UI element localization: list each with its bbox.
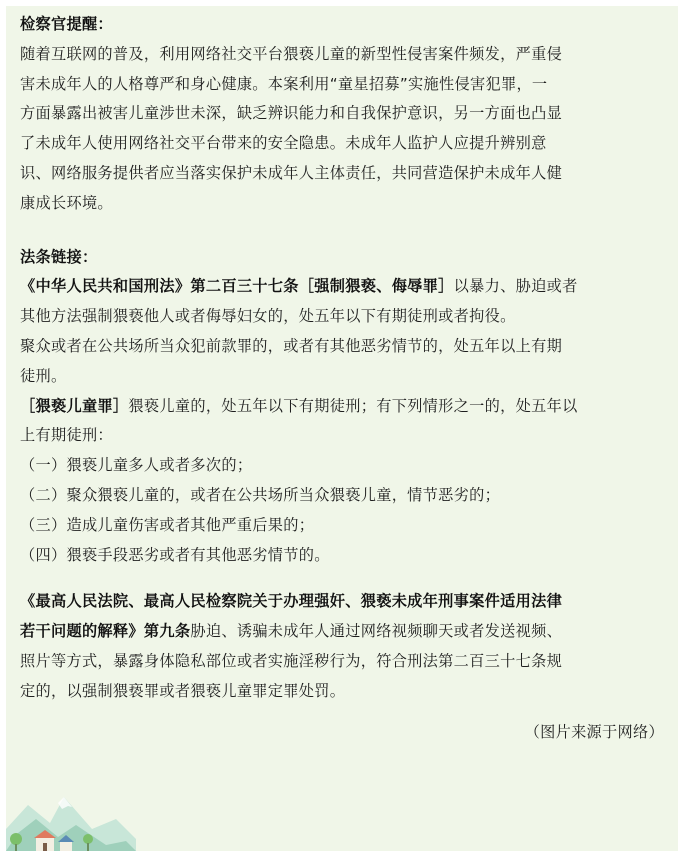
prosecutor-note-line: 害未成年人的人格尊严和身心健康。本案利用“童星招募”实施性侵害犯罪，一	[20, 74, 548, 93]
prosecutor-note-line: 方面暴露出被害儿童涉世未深，缺乏辨识能力和自我保护意识，另一方面也凸显	[20, 104, 563, 123]
interpretation-text-line: 照片等方式，暴露身体隐私部位或者实施淫秽行为，符合刑法第二百三十七条规	[20, 651, 563, 670]
image-source-note: （图片来源于网络）	[524, 722, 664, 741]
article-content	[20, 10, 670, 747]
child-crime-clause	[20, 392, 670, 422]
mountain-village-illustration	[6, 789, 136, 851]
child-crime-title: ［猥亵儿童罪］	[20, 396, 129, 415]
criminal-law-title: 《中华人民共和国刑法》第二百三十七条［强制猥亵、侮辱罪］	[20, 277, 454, 296]
prosecutor-note-line: 康成长环境。	[20, 193, 113, 212]
child-crime-text-line: 上有期徒刑：	[20, 426, 113, 445]
interpretation-text: 胁迫、诱骗未成年人通过网络视频聊天或者发送视频、	[190, 622, 563, 641]
prosecutor-note-line: 了未成年人使用网络社交平台带来的安全隐患。未成年人监护人应提升辨别意	[20, 134, 547, 153]
crowd-clause-line: 徒刑。	[20, 366, 67, 385]
criminal-law-article	[20, 272, 670, 302]
law-list-item: （三）造成儿童伤害或者其他严重后果的；	[20, 515, 315, 534]
law-list-item: （四）猥亵手段恶劣或者有其他恶劣情节的。	[20, 545, 330, 564]
interpretation-text-line: 定的，以强制猥亵罪或者猥亵儿童罪定罪处罚。	[20, 681, 346, 700]
interpretation-title-line: 《最高人民法院、最高人民检察院关于办理强奸、猥亵未成年刑事案件适用法律	[20, 592, 563, 611]
crowd-clause-line: 聚众或者在公共场所当众犯前款罪的，或者有其他恶劣情节的，处五年以上有期	[20, 336, 563, 355]
criminal-law-text: 以暴力、胁迫或者	[453, 277, 578, 296]
law-links-heading: 法条链接：	[20, 247, 98, 266]
prosecutor-note-line: 识、网络服务提供者应当落实保护未成年人主体责任，共同营造保护未成年人健	[20, 163, 563, 182]
interpretation-title: 若干问题的解释》第九条	[20, 622, 191, 641]
interpretation-article	[20, 617, 670, 647]
child-crime-text: 猥亵儿童的，处五年以下有期徒刑；有下列情形之一的，处五年以	[128, 396, 578, 415]
article-card	[6, 6, 678, 851]
criminal-law-text-line: 其他方法强制猥亵他人或者侮辱妇女的，处五年以下有期徒刑或者拘役。	[20, 307, 516, 326]
law-list-item: （二）聚众猥亵儿童的，或者在公共场所当众猥亵儿童，情节恶劣的；	[20, 485, 501, 504]
prosecutor-note-line: 随着互联网的普及，利用网络社交平台猥亵儿童的新型性侵害案件频发，严重侵	[20, 44, 563, 63]
prosecutor-note-heading: 检察官提醒：	[20, 15, 113, 33]
law-list-item: （一）猥亵儿童多人或者多次的；	[20, 456, 253, 475]
